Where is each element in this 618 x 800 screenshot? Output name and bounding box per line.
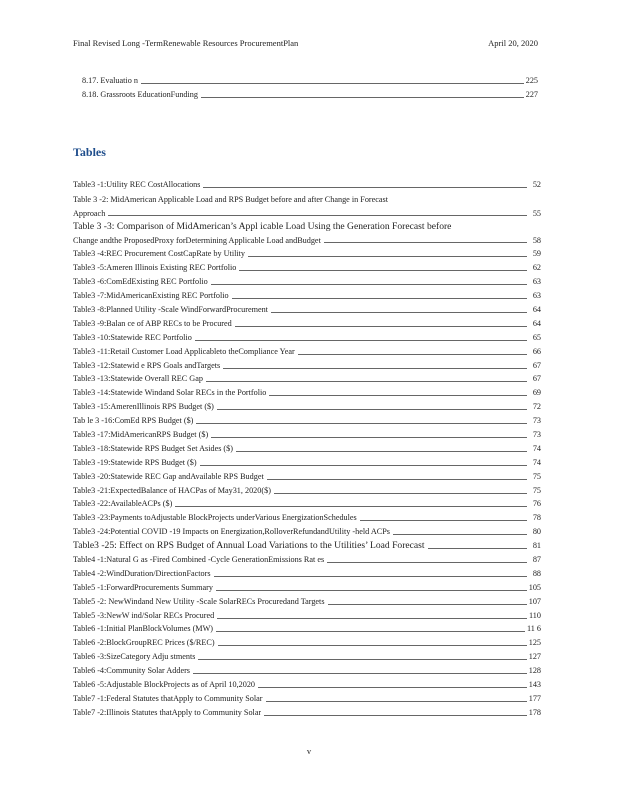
toc-entry-page: 125	[528, 638, 541, 648]
toc-entry-label: Table3 -17:MidAmericanRPS Budget ($)	[73, 429, 209, 439]
toc-entry[interactable]	[82, 72, 538, 86]
toc-entry[interactable]	[73, 607, 541, 621]
toc-entry[interactable]	[73, 690, 541, 704]
dot-leader	[203, 187, 527, 188]
dot-leader	[195, 340, 527, 341]
toc-entry[interactable]	[73, 621, 541, 635]
toc-entry[interactable]	[73, 245, 541, 259]
toc-entry[interactable]	[73, 343, 541, 357]
toc-entry-page: 52	[532, 179, 541, 189]
toc-entry-label: Table6 -2:BlockGroupREC Prices ($/REC)	[73, 638, 215, 648]
dot-leader	[206, 381, 527, 382]
dot-leader	[201, 97, 524, 98]
dot-leader	[196, 423, 527, 424]
toc-entry-label: Table3 -6:ComEdExisting REC Portfolio	[73, 277, 208, 287]
toc-entry-page: 69	[532, 388, 541, 398]
toc-entry-page: 105	[528, 582, 541, 592]
toc-entry[interactable]	[73, 440, 541, 454]
dot-leader	[327, 562, 527, 563]
toc-entry-label: Table3 -23:Payments toAdjustable BlockProjects underVarious EnergizationSchedules	[73, 513, 357, 523]
toc-entry-label: Table3 -12:Statewid e RPS Goals andTargets	[73, 360, 221, 370]
section-toc	[82, 72, 538, 100]
toc-entry-page: 227	[525, 90, 538, 99]
toc-entry[interactable]	[73, 357, 541, 371]
toc-entry-label: Table6 -5:Adjustable BlockProjects as of April 10,2020	[73, 679, 256, 689]
toc-entry[interactable]	[73, 482, 541, 496]
toc-entry-page: 59	[532, 249, 541, 259]
toc-entry-page: 55	[532, 208, 541, 218]
toc-entry-label: Table3 -1:Utility REC CostAllocations	[73, 179, 201, 189]
toc-entry-label: Table5 -1:ForwardProcurements Summary	[73, 582, 213, 592]
toc-entry-label: 8.17. Evaluatio n	[82, 76, 138, 85]
dot-leader	[274, 493, 527, 494]
toc-entry-label: Table7 -1:Federal Statutes thatApply to Community Solar	[73, 693, 263, 703]
dot-leader	[393, 534, 527, 535]
toc-entry-label: Table 3 -2: MidAmerican Applicable Load and RPS Budget before and after Change in Forecast	[73, 194, 389, 204]
toc-entry-page: 58	[532, 236, 541, 246]
toc-entry[interactable]	[73, 537, 541, 551]
dot-leader	[428, 548, 527, 549]
toc-entry-label: Table5 -2: NewWindand New Utility -Scale SolarRECs Procuredand Targets	[73, 596, 325, 606]
toc-entry[interactable]	[73, 218, 541, 246]
toc-entry[interactable]	[73, 551, 541, 565]
toc-entry[interactable]	[73, 259, 541, 273]
document-title: Final Revised Long -TermRenewable Resources ProcurementPlan	[73, 38, 299, 48]
toc-entry-page: 64	[532, 318, 541, 328]
toc-entry[interactable]	[73, 176, 541, 190]
dot-leader	[264, 715, 527, 716]
toc-entry-label: Table3 -10:Statewide REC Portfolio	[73, 332, 192, 342]
toc-entry-label: Table3 -18:Statewide RPS Budget Set Asides ($)	[73, 443, 233, 453]
toc-entry-label: Table6 -1:Initial PlanBlockVolumes (MW)	[73, 624, 214, 634]
dot-leader	[218, 645, 527, 646]
dot-leader	[239, 270, 527, 271]
toc-entry[interactable]	[73, 454, 541, 468]
toc-entry[interactable]	[73, 426, 541, 440]
toc-entry-page: 62	[532, 263, 541, 273]
toc-entry-page: 143	[528, 679, 541, 689]
toc-entry-page: 72	[532, 402, 541, 412]
dot-leader	[198, 659, 526, 660]
toc-entry-label: Table3 -21:ExpectedBalance of HACPas of May31, 2020($)	[73, 485, 271, 495]
dot-leader	[216, 590, 527, 591]
toc-entry-label: Table3 -14:Statewide Windand Solar RECs in the Portfolio	[73, 388, 267, 398]
dot-leader	[200, 465, 527, 466]
toc-entry-page: 11 6	[526, 624, 541, 634]
dot-leader	[211, 284, 527, 285]
toc-entry-label: Table3 -13:Statewide Overall REC Gap	[73, 374, 203, 384]
toc-entry-label: Table3 -5:Ameren Illinois Existing REC Portfolio	[73, 263, 237, 273]
toc-entry-page: 75	[532, 485, 541, 495]
toc-entry-page: 178	[528, 707, 541, 717]
toc-entry-label: Table4 -1:Natural G as -Fired Combined -Cycle GenerationEmissions Rat es	[73, 554, 325, 564]
toc-entry[interactable]	[73, 662, 541, 676]
toc-entry-label: Table3 -8:Planned Utility -Scale WindForwardProcurement	[73, 304, 268, 314]
toc-entry[interactable]	[73, 329, 541, 343]
toc-entry-label: Table3 -9:Balan ce of ABP RECs to be Procured	[73, 318, 232, 328]
dot-leader	[271, 312, 527, 313]
toc-entry[interactable]	[73, 384, 541, 398]
toc-entry-page: 76	[532, 499, 541, 509]
dot-leader	[258, 687, 527, 688]
toc-entry[interactable]	[73, 593, 541, 607]
toc-entry-label: Table5 -3:NewW ind/Solar RECs Procured	[73, 610, 215, 620]
dot-leader	[193, 673, 527, 674]
toc-entry-label: Table3 -25: Effect on RPS Budget of Annual Load Variations to the Utilities’ Load Forecast	[73, 541, 425, 552]
toc-entry-label: Table3 -15:AmerenIllinois RPS Budget ($)	[73, 402, 214, 412]
dot-leader	[235, 326, 527, 327]
toc-entry-page: 74	[532, 443, 541, 453]
toc-entry[interactable]	[73, 523, 541, 537]
toc-entry-label: Table6 -4:Community Solar Adders	[73, 666, 190, 676]
toc-entry-label: Table3 -24:Potential COVID -19 Impacts on Energization,RolloverRefundandUtility -held ACPs	[73, 527, 390, 537]
toc-entry[interactable]	[73, 648, 541, 662]
toc-entry-page: 75	[532, 471, 541, 481]
toc-entry-page: 80	[532, 527, 541, 537]
document-date: April 20, 2020	[488, 38, 538, 48]
toc-entry[interactable]	[73, 704, 541, 718]
toc-entry-label: Table7 -2:Illinois Statutes thatApply to Community Solar	[73, 707, 262, 717]
toc-entry-page: 73	[532, 429, 541, 439]
toc-entry-page: 225	[525, 76, 538, 85]
toc-entry[interactable]	[73, 315, 541, 329]
toc-entry-label-continued: Approach	[73, 208, 106, 218]
toc-entry-page: 128	[528, 666, 541, 676]
toc-entry[interactable]	[73, 301, 541, 315]
toc-entry[interactable]	[73, 412, 541, 426]
toc-entry-page: 64	[532, 304, 541, 314]
dot-leader	[328, 604, 527, 605]
page-number: v	[306, 746, 312, 756]
toc-entry-label: Table 3 -3: Comparison of MidAmerican’s Appl icable Load Using the Generation Forecast before	[73, 220, 452, 232]
dot-leader	[216, 631, 525, 632]
toc-entry-page: 65	[532, 332, 541, 342]
dot-leader	[266, 701, 527, 702]
toc-entry-continuation	[73, 232, 541, 246]
toc-entry-page: 78	[532, 513, 541, 523]
toc-entry-page: 107	[528, 596, 541, 606]
toc-entry-page: 110	[529, 610, 541, 620]
dot-leader	[211, 437, 527, 438]
toc-entry[interactable]	[73, 287, 541, 301]
toc-entry[interactable]	[73, 190, 541, 218]
dot-leader	[223, 368, 527, 369]
dot-leader	[360, 520, 527, 521]
toc-entry-label: Table3 -4:REC Procurement CostCapRate by Utility	[73, 249, 246, 259]
toc-entry[interactable]	[73, 273, 541, 287]
dot-leader	[217, 409, 527, 410]
toc-entry[interactable]	[73, 371, 541, 385]
toc-entry[interactable]	[82, 86, 538, 100]
toc-entry-page: 74	[532, 457, 541, 467]
toc-entry[interactable]	[73, 398, 541, 412]
toc-entry-page: 73	[532, 416, 541, 426]
toc-entry-label: Table4 -2:WindDuration/DirectionFactors	[73, 568, 211, 578]
dot-leader	[232, 298, 527, 299]
dot-leader	[236, 451, 527, 452]
dot-leader	[269, 395, 527, 396]
toc-entry[interactable]	[73, 468, 541, 482]
toc-entry-page: 66	[532, 346, 541, 356]
dot-leader	[141, 83, 524, 84]
tables-heading: Tables	[73, 145, 106, 159]
toc-entry-page: 177	[528, 693, 541, 703]
page-header	[73, 38, 538, 50]
toc-entry-label: Tab le 3 -16:ComEd RPS Budget ($)	[73, 416, 194, 426]
toc-entry[interactable]	[73, 496, 541, 510]
toc-entry-page: 67	[532, 374, 541, 384]
toc-entry-label: Table3 -20:Statewide REC Gap andAvailable RPS Budget	[73, 471, 264, 481]
toc-entry-page: 63	[532, 291, 541, 301]
dot-leader	[248, 256, 527, 257]
toc-entry-label: Table6 -3:SizeCategory Adju stments	[73, 652, 196, 662]
dot-leader	[108, 215, 527, 216]
toc-entry[interactable]	[73, 676, 541, 690]
dot-leader	[298, 354, 527, 355]
toc-entry-label: Table3 -22:AvailableACPs ($)	[73, 499, 173, 509]
toc-entry-page: 81	[532, 541, 541, 551]
toc-entry-page: 63	[532, 277, 541, 287]
toc-entry[interactable]	[73, 634, 541, 648]
toc-entry-label-continued: Change andthe ProposedProxy forDetermining Applicable Load andBudget	[73, 236, 321, 246]
toc-entry-page: 127	[528, 652, 541, 662]
tables-toc	[73, 176, 541, 718]
toc-entry-continuation	[73, 204, 541, 218]
toc-entry-page: 87	[532, 554, 541, 564]
toc-entry-page: 88	[532, 568, 541, 578]
toc-entry-page: 67	[532, 360, 541, 370]
dot-leader	[214, 576, 527, 577]
toc-entry-label: Table3 -7:MidAmericanExisting REC Portfolio	[73, 291, 229, 301]
toc-entry[interactable]	[73, 509, 541, 523]
toc-entry-label: Table3 -19:Statewide RPS Budget ($)	[73, 457, 197, 467]
dot-leader	[175, 506, 527, 507]
toc-entry-label: 8.18. Grassroots EducationFunding	[82, 90, 198, 99]
dot-leader	[217, 618, 527, 619]
dot-leader	[267, 479, 527, 480]
toc-entry[interactable]	[73, 565, 541, 579]
toc-entry[interactable]	[73, 579, 541, 593]
dot-leader	[324, 242, 527, 243]
toc-entry-label: Table3 -11:Retail Customer Load Applicableto theCompliance Year	[73, 346, 295, 356]
